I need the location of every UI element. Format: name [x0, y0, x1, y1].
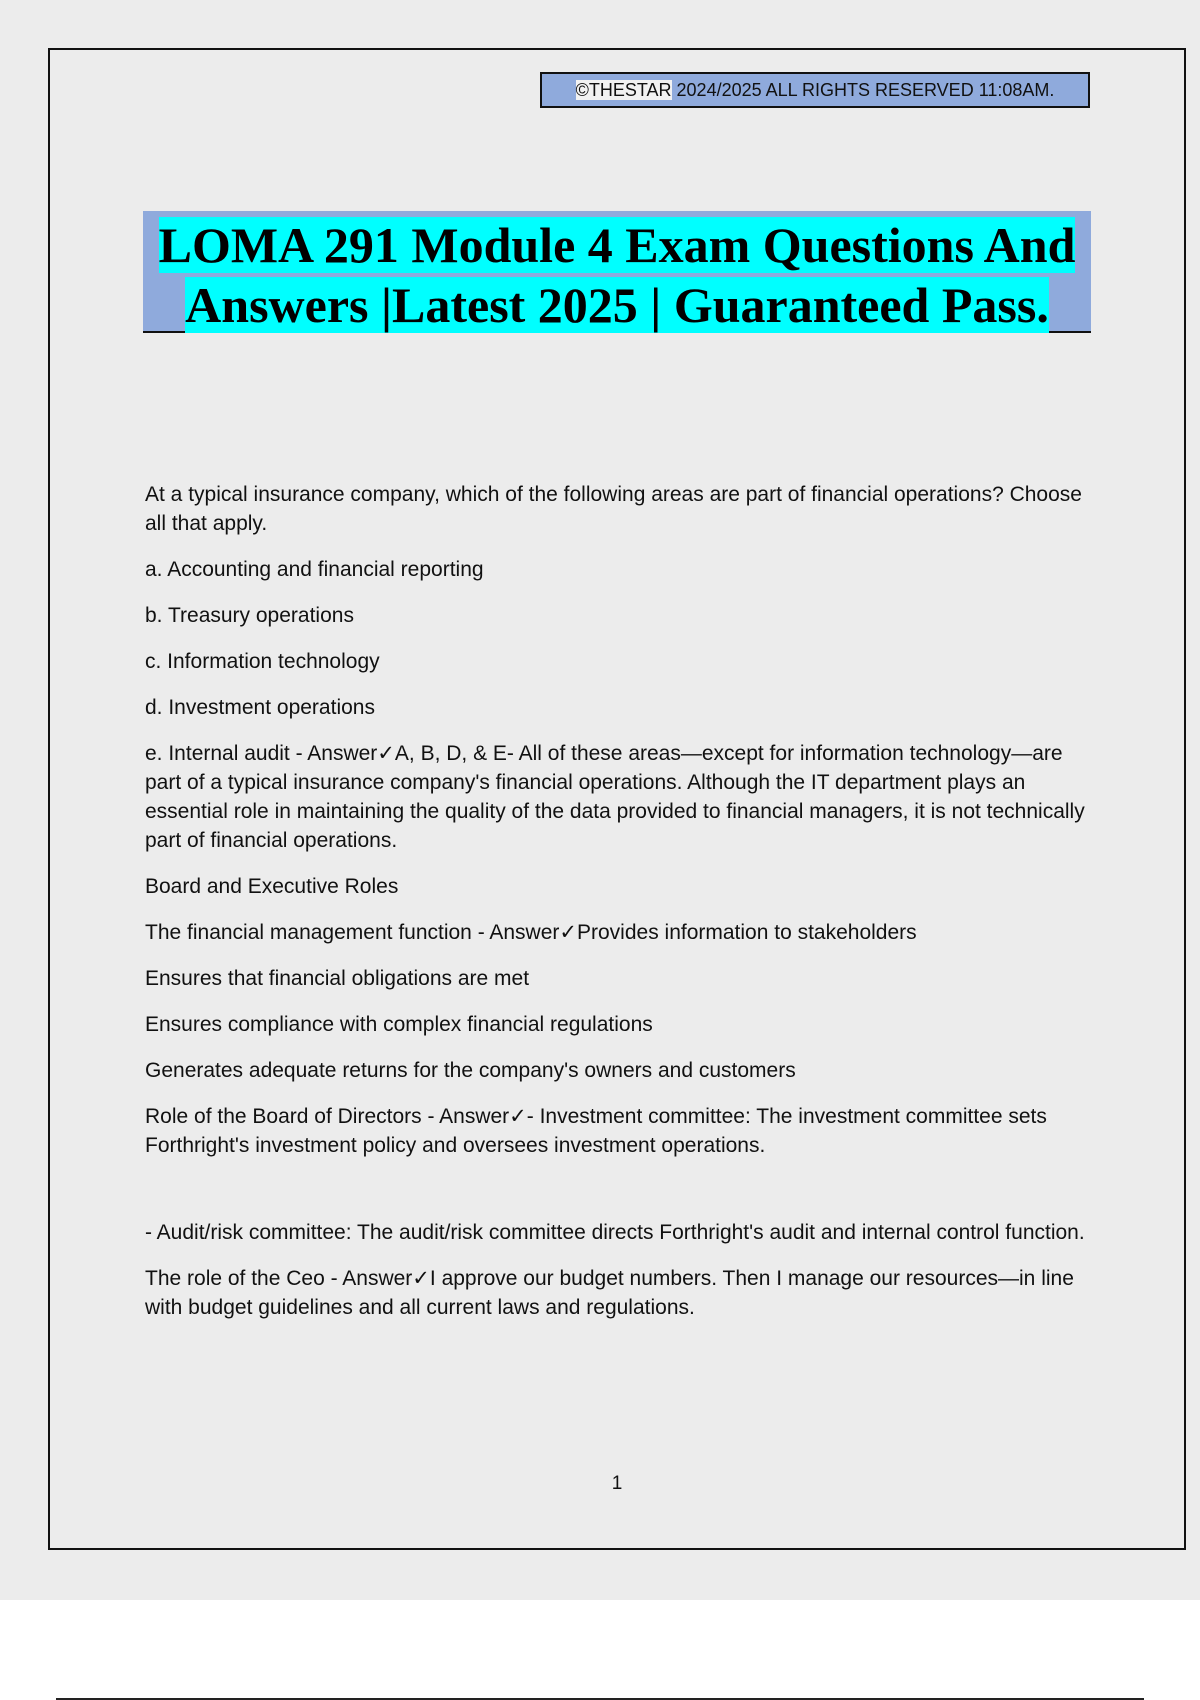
copyright-brand: ©THESTAR — [575, 80, 672, 100]
question-text: At a typical insurance company, which of the following areas are part of financial operations? Choose all that apply. — [145, 483, 1082, 535]
page-gap — [0, 1600, 1200, 1700]
copyright-text: 2024/2025 ALL RIGHTS RESERVED 11:08AM. — [671, 80, 1055, 100]
title-line-2: Answers |Latest 2025 | Guaranteed Pass. — [185, 277, 1049, 333]
page-number: 1 — [611, 1473, 623, 1494]
answer-line: Ensures compliance with complex financial regulations — [145, 1013, 653, 1036]
answer-line: Ensures that financial obligations are met — [145, 967, 530, 990]
ceo-role-answer: The role of the Ceo - Answer✓I approve our budget numbers. Then I manage our resources—in line with budget guidelines and all current laws and regulations. — [145, 1267, 1074, 1319]
board-of-directors-answer: Role of the Board of Directors - Answer✓- Investment committee: The investment committee sets Forthright's investment policy and oversees investment operations. — [145, 1105, 1047, 1157]
title-line-1: LOMA 291 Module 4 Exam Questions And — [158, 217, 1076, 273]
section-heading: Board and Executive Roles — [145, 875, 399, 898]
copyright-banner — [540, 72, 1090, 108]
document-body — [145, 480, 1095, 1339]
audit-committee-answer: - Audit/risk committee: The audit/risk committee directs Forthright's audit and internal control function. — [145, 1221, 1085, 1244]
option-a: a. Accounting and financial reporting — [145, 558, 484, 581]
option-b: b. Treasury operations — [145, 604, 354, 627]
document-title — [143, 211, 1091, 333]
option-e-answer: e. Internal audit - Answer✓A, B, D, & E- All of these areas—except for information technology—are part of a typical insurance company's financial operations. Although the IT department plays an essential role in maintaining the quality of the data provided to financial managers, it is not technically part of financial operations. — [145, 742, 1085, 852]
option-d: d. Investment operations — [145, 696, 375, 719]
financial-management-answer: The financial management function - Answer✓Provides information to stakeholders — [145, 921, 917, 944]
option-c: c. Information technology — [145, 650, 380, 673]
answer-line: Generates adequate returns for the company's owners and customers — [145, 1059, 796, 1082]
